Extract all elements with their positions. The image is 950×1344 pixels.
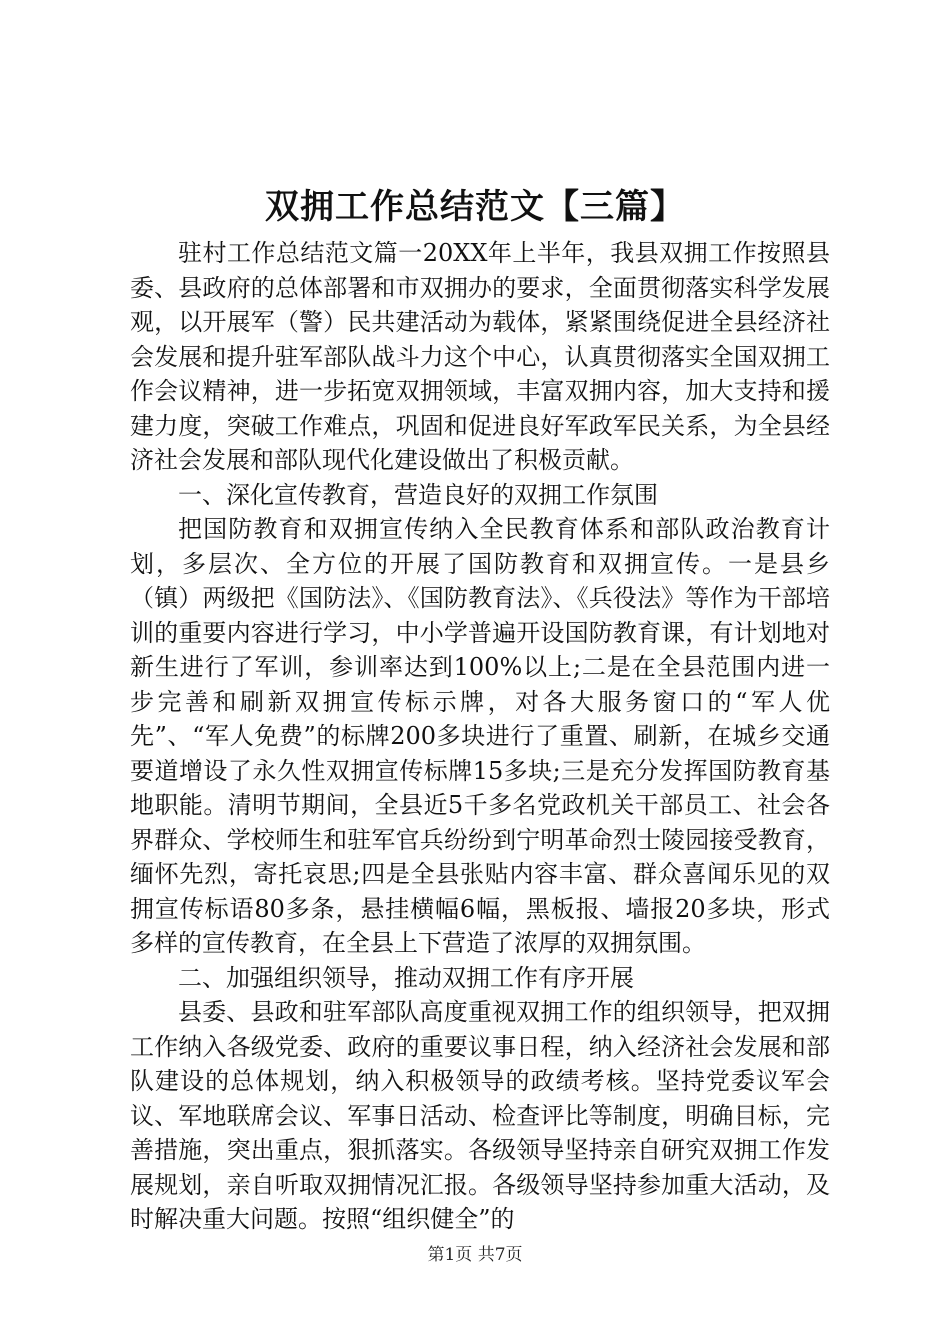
paragraph-section-2: 县委、县政和驻军部队高度重视双拥工作的组织领导，把双拥工作纳入各级党委、政府的重要议事日程，纳入经济社会发展和部队建设的总体规划，纳入积极领导的政绩考核。坚持党委议军会议、军地联席会议、军事日活动、检查评比等制度，明确目标，完善措施，突出重点，狠抓落实。各级领导坚持亲自研究双拥工作发展规划，亲自听取双拥情况汇报。各级领导坚持参加重大活动，及时解决重大问题。按照“组织健全”的 — [130, 998, 830, 1233]
document-title: 双拥工作总结范文【三篇】 — [265, 187, 685, 227]
section-heading-1: 一、深化宣传教育，营造良好的双拥工作氛围 — [178, 480, 658, 509]
section-heading-2: 二、加强组织领导，推动双拥工作有序开展 — [178, 963, 634, 992]
paragraph-section-1: 把国防教育和双拥宣传纳入全民教育体系和部队政治教育计划，多层次、全方位的开展了国防教育和双拥宣传。一是县乡（镇）两级把《国防法》、《国防教育法》、《兵役法》等作为干部培训的重要内容进行学习，中小学普遍开设国防教育课，有计划地对新生进行了军训，参训率达到100%以上;二是在全县范围内进一步完善和刷新双拥宣传标示牌，对各大服务窗口的“军人优先”、“军人免费”的标牌200多块进行了重置、刷新，在城乡交通要道增设了永久性双拥宣传标牌15多块;三是充分发挥国防教育基地职能。清明节期间，全县近5千多名党政机关干部员工、社会各界群众、学校师生和驻军官兵纷纷到宁明革命烈士陵园接受教育，缅怀先烈，寄托哀思;四是全县张贴内容丰富、群众喜闻乐见的双拥宣传标语80多条，悬挂横幅6幅，黑板报、墙报20多块，形式多样的宣传教育，在全县上下营造了浓厚的双拥氛围。 — [130, 515, 830, 957]
paragraph-intro: 驻村工作总结范文篇一20XX年上半年，我县双拥工作按照县委、县政府的总体部署和市双拥办的要求，全面贯彻落实科学发展观，以开展军（警）民共建活动为载体，紧紧围绕促进全县经济社会发展和提升驻军部队战斗力这个中心，认真贯彻落实全国双拥工作会议精神，进一步拓宽双拥领域，丰富双拥内容，加大支持和援建力度，突破工作难点，巩固和促进良好军政军民关系，为全县经济社会发展和部队现代化建设做出了积极贡献。 — [130, 239, 830, 474]
page-number-footer: 第1页 共7页 — [427, 1245, 523, 1265]
document-body — [130, 236, 830, 1237]
